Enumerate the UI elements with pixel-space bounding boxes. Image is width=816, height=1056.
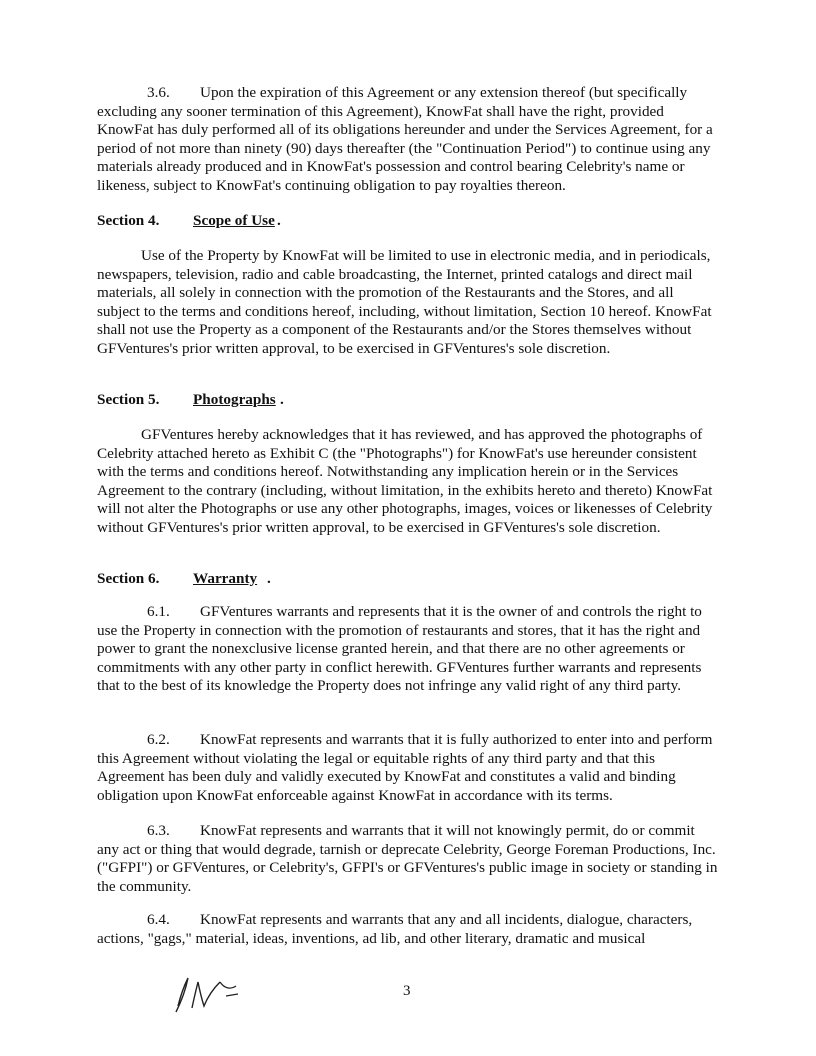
paragraph-text: GFVentures warrants and represents that it is the owner of and controls the right to use the Property in connection with the promotion of restaurants and stores, that it has the right and power to grant the nonexclusive license granted herein, and that there are no other agreements or commitments with any other party in conflict herewith. GFVentures further warrants and represents that to the best of its knowledge the Property does not infringe any valid right of any third party. [97, 603, 702, 695]
paragraph-6-2 [97, 731, 719, 805]
section-6-heading: Section 6. Warranty . [97, 570, 271, 587]
paragraph-text: KnowFat represents and warrants that any and all incidents, dialogue, characters, actions, "gags," material, ideas, inventions, ad lib, and other literary, dramatic and musical [97, 911, 693, 947]
paragraph-number: 6.2. [147, 731, 170, 748]
section-number: Section 6. [97, 570, 160, 587]
section-number: Section 5. [97, 391, 160, 408]
section-title: Photographs [193, 391, 276, 408]
paragraph-number: 6.1. [147, 603, 170, 620]
paragraph-number: 6.3. [147, 822, 170, 839]
paragraph-text: KnowFat represents and warrants that it is fully authorized to enter into and perform this Agreement without violating the legal or equitable rights of any third party and that this Agreement has been duly and validly executed by KnowFat and constitutes a valid and binding obligation upon KnowFat enforceable against KnowFat in accordance with its terms. [97, 731, 713, 804]
initials-signature [168, 968, 248, 1018]
section-5-heading: Section 5. Photographs . [97, 391, 284, 408]
section-4-paragraph [97, 247, 719, 359]
section-title: Scope of Use [193, 212, 275, 229]
section-5-paragraph [97, 426, 719, 538]
page-number: 3 [403, 983, 411, 999]
paragraph-6-3 [97, 822, 719, 896]
paragraph-number: 6.4. [147, 911, 170, 928]
paragraph-6-4 [97, 911, 719, 948]
paragraph-text: GFVentures hereby acknowledges that it has reviewed, and has approved the photographs of Celebrity attached hereto as Exhibit C (the "Photographs") for KnowFat's use hereunder consistent with the terms and conditions hereof. Notwithstanding any implication herein or in the Services Agreement to the contrary (including, without limitation, in the exhibits hereto and thereto) KnowFat will not alter the Photographs or use any other photographs, images, voices or likenesses of Celebrity without GFVentures's prior written approval, to be exercised in GFVentures's sole discretion. [97, 426, 713, 536]
paragraph-3-6 [97, 84, 719, 196]
paragraph-text: Use of the Property by KnowFat will be limited to use in electronic media, and in periodicals, newspapers, television, radio and cable broadcasting, the Internet, printed catalogs and direct mail materials, all solely in connection with the promotion of the Restaurants and the Stores, and all subject to the terms and conditions hereof, including, without limitation, Section 10 hereof. KnowFat shall not use the Property as a component of the Restaurants and/or the Stores themselves without GFVentures's prior written approval, to be exercised in GFVentures's sole discretion. [97, 247, 712, 357]
paragraph-number: 3.6. [147, 84, 170, 101]
section-4-heading: Section 4. Scope of Use . [97, 212, 281, 229]
paragraph-text: KnowFat represents and warrants that it will not knowingly permit, do or commit any act or thing that would degrade, tarnish or deprecate Celebrity, George Foreman Productions, Inc. ("GFPI") or GFVentures, or Celebrity's, GFPI's or GFVentures's public image in society or standing in the community. [97, 822, 718, 895]
section-title: Warranty [193, 570, 258, 587]
paragraph-6-1 [97, 603, 719, 696]
paragraph-text: Upon the expiration of this Agreement or any extension thereof (but specifically excluding any sooner termination of this Agreement), KnowFat shall have the right, provided KnowFat has duly performed all of its obligations hereunder and under the Services Agreement, for a period of not more than ninety (90) days thereafter (the "Continuation Period") to continue using any materials already produced and in KnowFat's possession and control bearing Celebrity's name or likeness, subject to KnowFat's continuing obligation to pay royalties thereon. [97, 84, 713, 194]
section-number: Section 4. [97, 212, 160, 229]
